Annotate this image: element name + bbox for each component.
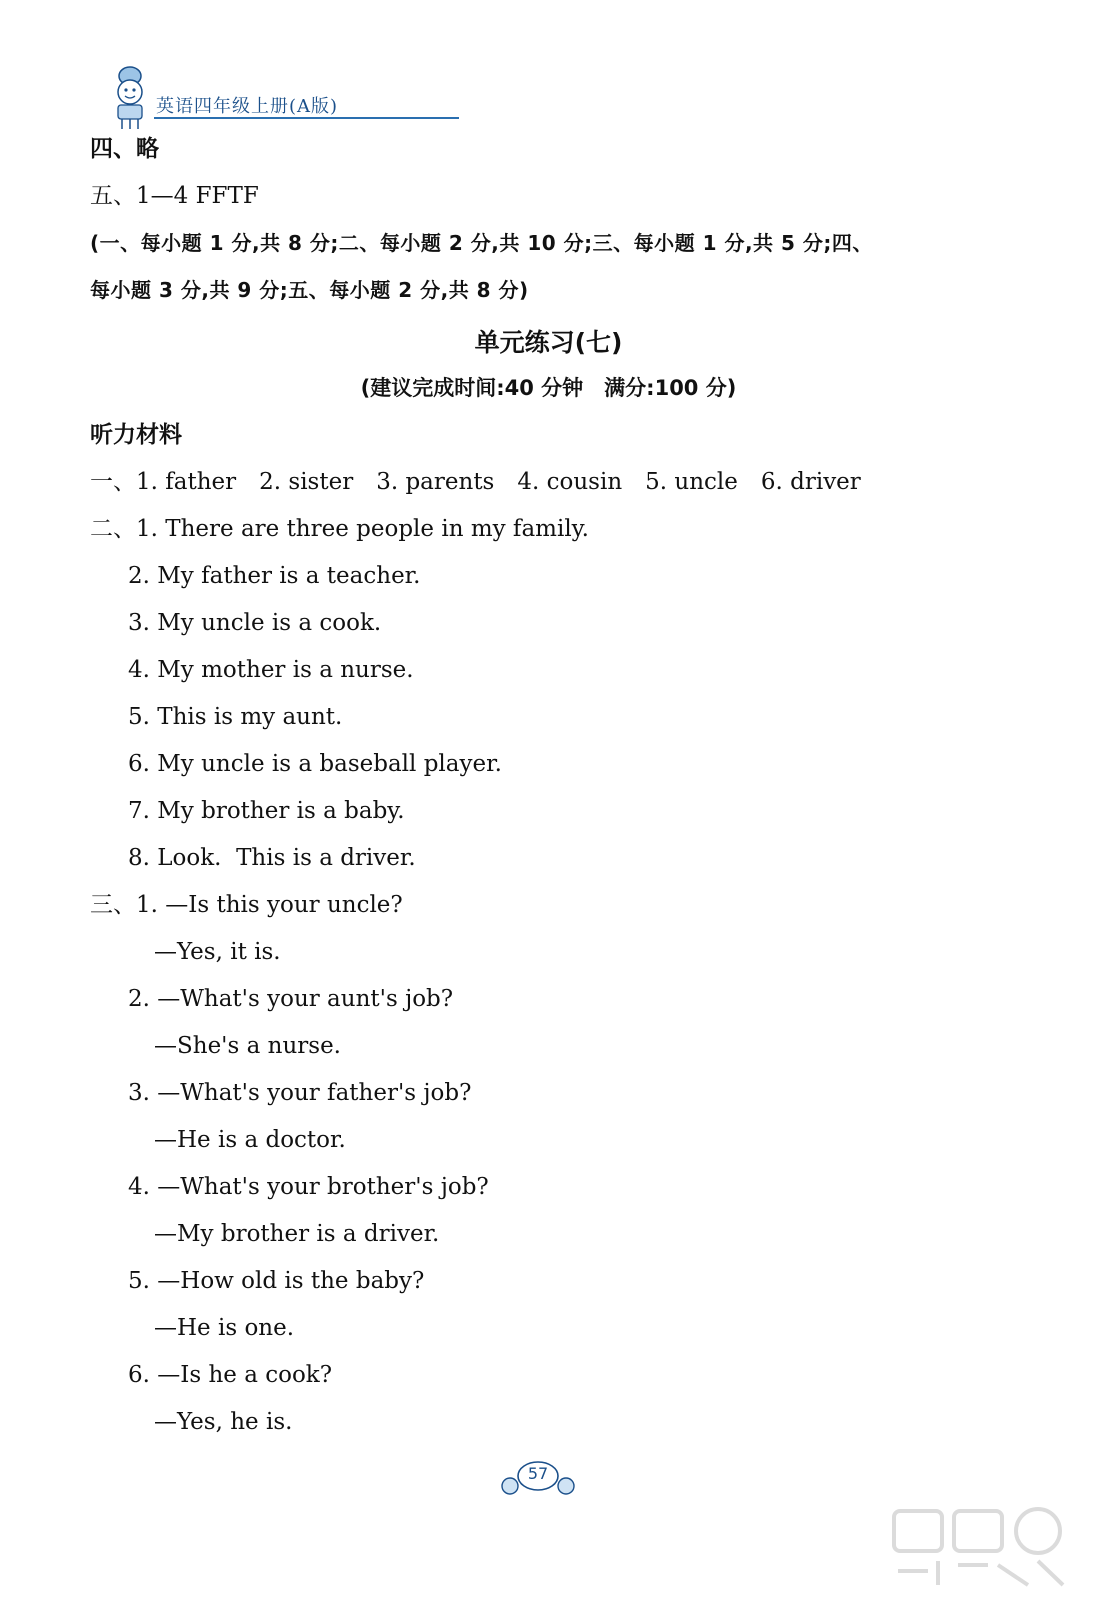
part-three-line: —Yes, it is. [154, 939, 281, 965]
scoring-line-1: (一、每小题 1 分,共 8 分;二、每小题 2 分,共 10 分;三、每小题 1 分,共 5 分;四、 [90, 231, 873, 255]
part-two-item: 2. My father is a teacher. [128, 563, 421, 589]
part-three-line: —He is a doctor. [154, 1127, 346, 1153]
part-two-item: 6. My uncle is a baseball player. [128, 751, 502, 777]
part-two-item: 二、1. There are three people in my family. [90, 516, 589, 542]
part-three-line: —Yes, he is. [154, 1409, 293, 1435]
part-three-line: 6. —Is he a cook? [128, 1362, 333, 1388]
part-three-line: —He is one. [154, 1315, 295, 1341]
listening-heading: 听力材料 [90, 422, 182, 448]
header-underline [154, 117, 459, 119]
watermark-logo-icon [888, 1505, 1073, 1590]
part-two-item: 4. My mother is a nurse. [128, 657, 414, 683]
part-three-line: —My brother is a driver. [154, 1221, 440, 1247]
answer-four: 四、略 [90, 136, 159, 162]
page-number: 57 [527, 1464, 549, 1483]
section-subtitle: (建议完成时间:40 分钟 满分:100 分) [360, 376, 737, 400]
part-two-item: 7. My brother is a baby. [128, 798, 405, 824]
part-one-words: 一、1. father 2. sister 3. parents 4. cousin 5. uncle 6. driver [90, 469, 861, 495]
part-three-line: 2. —What's your aunt's job? [128, 986, 454, 1012]
header-title: 英语四年级上册(A版) [156, 96, 339, 117]
answer-five: 五、1—4 FFTF [90, 183, 259, 209]
scoring-line-2: 每小题 3 分,共 9 分;五、每小题 2 分,共 8 分) [90, 278, 529, 302]
part-two-item: 5. This is my aunt. [128, 704, 343, 730]
part-three-line: 5. —How old is the baby? [128, 1268, 425, 1294]
part-three-line: 4. —What's your brother's job? [128, 1174, 489, 1200]
part-three-line: —She's a nurse. [154, 1033, 341, 1059]
page-footer [496, 1452, 580, 1500]
part-three-line: 三、1. —Is this your uncle? [90, 892, 403, 918]
mascot-icon [108, 62, 152, 132]
part-two-item: 3. My uncle is a cook. [128, 610, 382, 636]
part-three-line: 3. —What's your father's job? [128, 1080, 472, 1106]
section-title: 单元练习(七) [474, 328, 623, 357]
page-header [108, 62, 368, 132]
part-two-item: 8. Look. This is a driver. [128, 845, 416, 871]
